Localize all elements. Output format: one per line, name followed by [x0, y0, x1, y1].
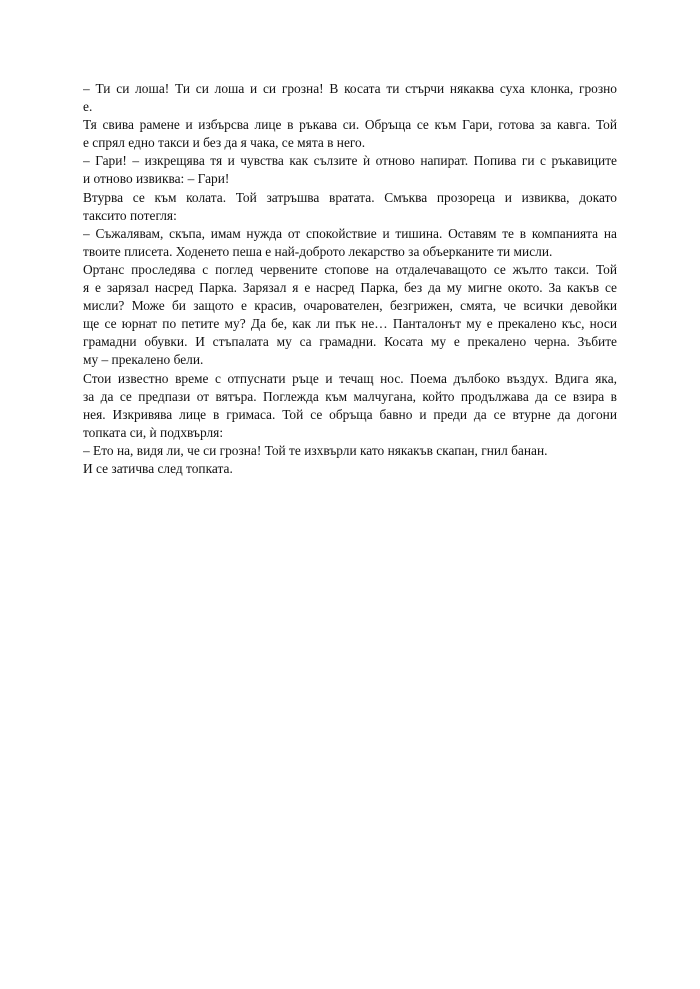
text-line: – Ето на, видя ли, че си грозна! Той те изхвърли като някакъв скапан, гнил банан. [83, 442, 548, 458]
text-line: Ортанс проследява с поглед червените стопове на отдалечаващото се жълто такси. Той [83, 261, 617, 277]
text-line: Тя свива рамене и избърсва лице в ръкава си. Обръща се към Гари, готова за кавга. Той [83, 117, 617, 133]
text-line: – Ти си лоша! Ти си лоша и си грозна! В косата ти стърчи някаква суха клонка, грозно [83, 81, 617, 96]
text-line: за да се предпази от вятъра. Поглежда към малчугана, който продължава да се взира в [83, 388, 617, 404]
text-line: – Гари! – изкрещява тя и чувства как сълзите ѝ отново напират. Попива ги с ръкавиците [83, 153, 617, 169]
text-line: нея. Изкривява лице в гримаса. Той се обръща бавно и преди да се втурне да догони [83, 406, 617, 422]
text-line: Стои известно време с отпуснати ръце и течащ нос. Поема дълбоко въздух. Вдига яка, [83, 370, 617, 386]
text-line: мисли? Може би защото е красив, очарователен, безгрижен, смята, че всички девойки [83, 298, 617, 314]
text-line: топката си, ѝ подхвърля: [83, 424, 224, 440]
text-line: твоите плисета. Ходенето пеша е най-доброто лекарство за объерканите ти мисли. [83, 243, 553, 259]
text-line: я е зарязал насред Парка. Зарязал я е насред Парка, без да му мигне окото. За какъв се [83, 280, 617, 296]
text-line: – Съжалявам, скъпа, имам нужда от спокойствие и тишина. Оставям те в компанията на [83, 225, 617, 241]
text-line: грамадни обувки. И стъпалата му са грамадни. Косата му е прекалено черна. Зъбите [83, 334, 617, 350]
text-line: и отново извиква: – Гари! [83, 171, 230, 187]
text-line: Втурва се към колата. Той затръшва вратата. Смъква прозореца и извиква, докато [83, 189, 617, 205]
text-line: ще се юрнат по петите му? Да бе, как ли пък не… Панталонът му е прекалено къс, носи [83, 316, 617, 332]
text-line: му – прекалено бели. [83, 352, 204, 368]
body-text [83, 80, 617, 478]
text-line: таксито потегля: [83, 207, 177, 223]
text-line: е спрял едно такси и без да я чака, се мята в него. [83, 135, 366, 151]
text-line: И се затичва след топката. [83, 460, 233, 476]
text-line: е. [83, 99, 93, 115]
